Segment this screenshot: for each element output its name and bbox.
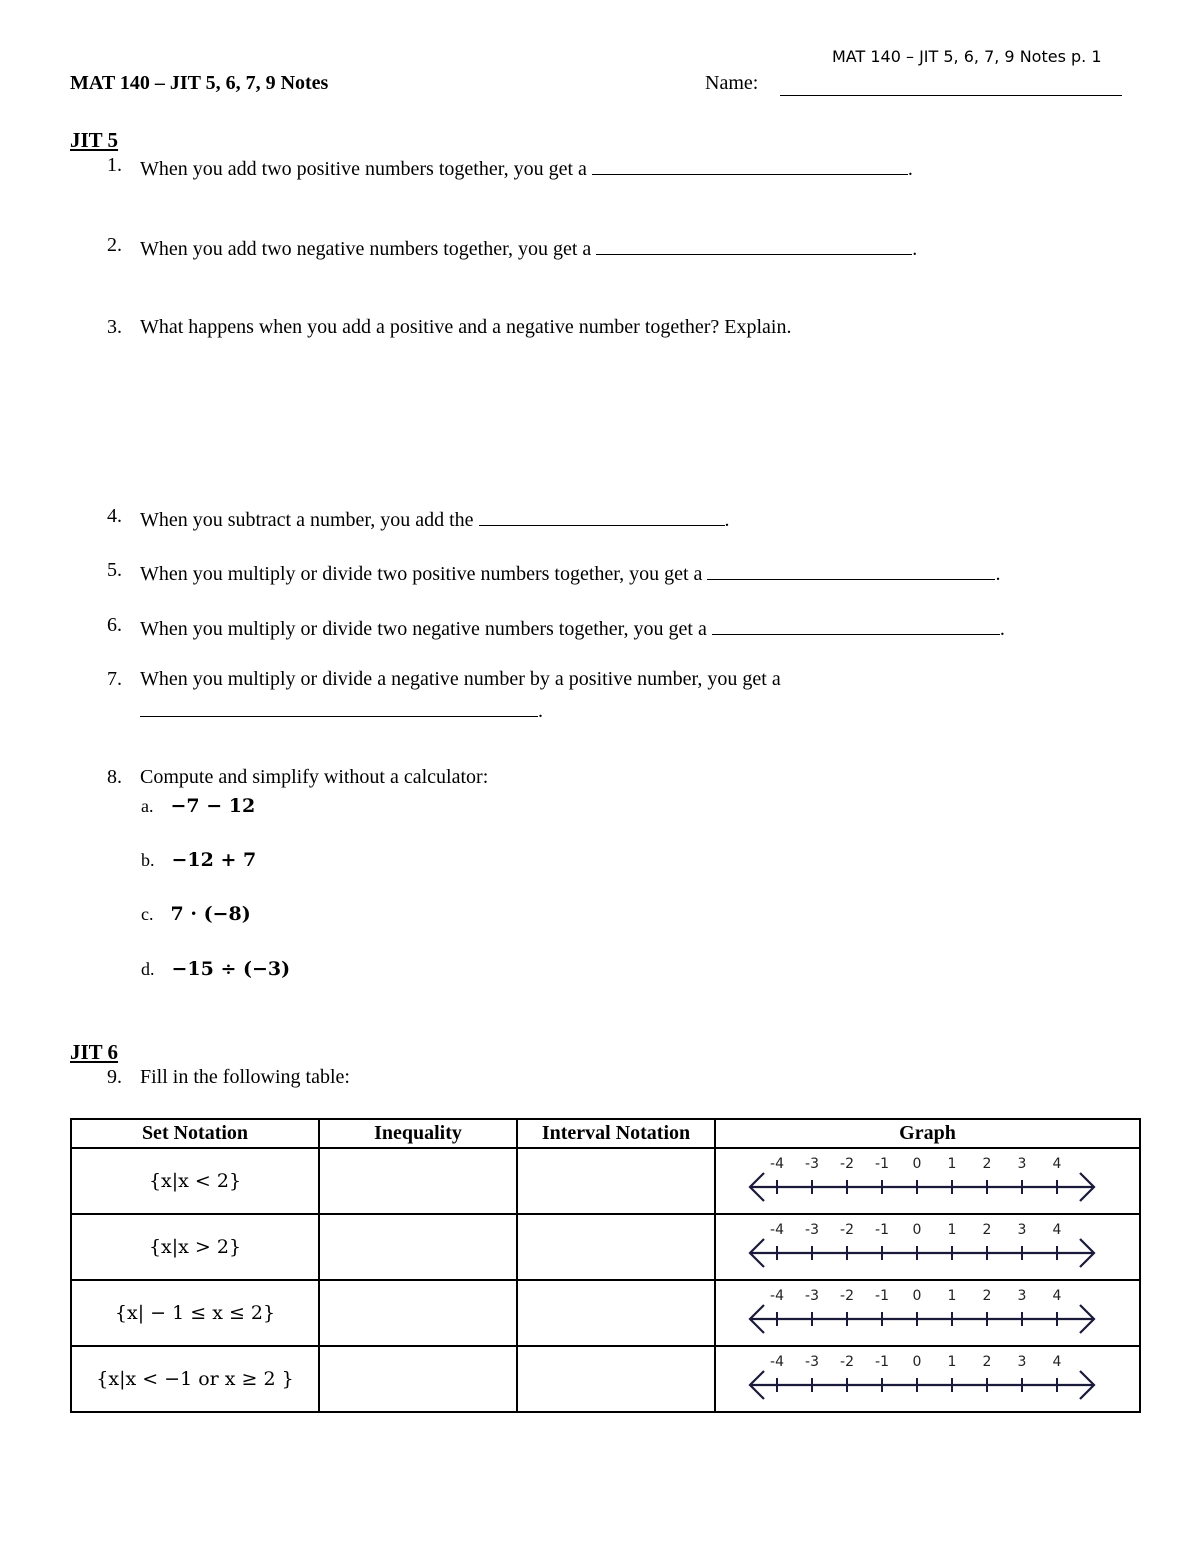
set-notation-cell: {x|x > 2} <box>71 1214 319 1280</box>
punctuation: . <box>907 158 913 180</box>
question-9 <box>0 1066 1200 1094</box>
punctuation: . <box>995 563 1001 585</box>
part-label: d. <box>141 959 155 979</box>
question-number: 6. <box>107 614 122 636</box>
tick-label: -3 <box>805 1156 819 1172</box>
tick-label: 3 <box>1017 1354 1027 1370</box>
question-7 <box>0 668 1200 728</box>
part-label: b. <box>141 850 155 870</box>
section-heading-jit6: JIT 6 <box>70 1040 119 1064</box>
tick-label: 2 <box>982 1156 992 1172</box>
section-heading-jit5: JIT 5 <box>70 128 119 152</box>
question-4 <box>0 505 1200 533</box>
question-6 <box>0 614 1200 642</box>
tick-label: -4 <box>770 1222 784 1238</box>
question-5 <box>0 559 1200 587</box>
tick-label: -3 <box>805 1222 819 1238</box>
tick-label: 4 <box>1052 1288 1062 1304</box>
number-line-svg <box>742 1349 1102 1409</box>
question-text: When you multiply or divide two positive numbers together, you get a <box>140 563 703 585</box>
part-label: a. <box>141 796 154 816</box>
table-row <box>71 1148 1140 1214</box>
question-text: When you add two positive numbers together, you get a <box>140 158 587 180</box>
question-text: Fill in the following table: <box>140 1066 350 1088</box>
question-text: Compute and simplify without a calculator: <box>140 766 489 788</box>
part-c <box>141 903 251 926</box>
tick-label: 3 <box>1017 1222 1027 1238</box>
tick-label: -2 <box>840 1288 854 1304</box>
graph-cell[interactable] <box>715 1148 1140 1214</box>
question-text: When you multiply or divide two negative numbers together, you get a <box>140 618 707 640</box>
punctuation: . <box>912 238 918 260</box>
punctuation: . <box>999 618 1005 640</box>
question-number: 7. <box>107 668 122 690</box>
question-text: When you subtract a number, you add the <box>140 509 474 531</box>
tick-label: -3 <box>805 1288 819 1304</box>
tick-label: 3 <box>1017 1288 1027 1304</box>
answer-blank[interactable] <box>592 154 908 175</box>
tick-label: 0 <box>912 1222 922 1238</box>
graph-cell[interactable] <box>715 1280 1140 1346</box>
number-line[interactable] <box>742 1151 1102 1216</box>
interval-notation-cell[interactable] <box>517 1346 715 1412</box>
expression: 7 · (−8) <box>170 903 251 925</box>
question-text: When you add two negative numbers together, you get a <box>140 238 592 260</box>
part-label: c. <box>141 904 154 924</box>
set-notation-cell: {x|x < 2} <box>71 1148 319 1214</box>
question-number: 1. <box>107 154 122 176</box>
tick-label: -1 <box>875 1156 889 1172</box>
question-3 <box>0 316 1200 344</box>
tick-label: 1 <box>947 1156 957 1172</box>
question-number: 4. <box>107 505 122 527</box>
table-row <box>71 1280 1140 1346</box>
interval-notation-cell[interactable] <box>517 1214 715 1280</box>
inequality-cell[interactable] <box>319 1214 517 1280</box>
interval-notation-cell[interactable] <box>517 1148 715 1214</box>
part-d <box>141 958 290 981</box>
punctuation: . <box>538 700 543 722</box>
expression: −12 + 7 <box>171 849 257 871</box>
question-number: 8. <box>107 766 122 788</box>
question-text: What happens when you add a positive and a negative number together? Explain. <box>140 316 792 338</box>
tick-label: -2 <box>840 1156 854 1172</box>
question-2 <box>0 234 1200 262</box>
set-notation-cell: {x|x < −1 or x ≥ 2 } <box>71 1346 319 1412</box>
question-number: 5. <box>107 559 122 581</box>
notation-table <box>70 1118 1141 1413</box>
table-header-row <box>71 1119 1140 1148</box>
tick-label: -2 <box>840 1222 854 1238</box>
tick-label: -4 <box>770 1156 784 1172</box>
tick-label: -1 <box>875 1354 889 1370</box>
interval-notation-cell[interactable] <box>517 1280 715 1346</box>
number-line-svg <box>742 1151 1102 1211</box>
tick-label: 2 <box>982 1354 992 1370</box>
tick-label: 2 <box>982 1222 992 1238</box>
column-header: Inequality <box>319 1119 517 1148</box>
number-line[interactable] <box>742 1283 1102 1348</box>
expression: −15 ÷ (−3) <box>171 958 291 980</box>
column-header: Graph <box>715 1119 1140 1148</box>
inequality-cell[interactable] <box>319 1148 517 1214</box>
number-line[interactable] <box>742 1217 1102 1282</box>
table-row <box>71 1214 1140 1280</box>
tick-label: 2 <box>982 1288 992 1304</box>
tick-label: -4 <box>770 1288 784 1304</box>
tick-label: 4 <box>1052 1156 1062 1172</box>
tick-label: -1 <box>875 1222 889 1238</box>
tick-label: 3 <box>1017 1156 1027 1172</box>
question-1 <box>0 154 1200 182</box>
page-label: MAT 140 – JIT 5, 6, 7, 9 Notes p. 1 <box>832 47 1102 66</box>
tick-label: -2 <box>840 1354 854 1370</box>
answer-blank[interactable] <box>596 234 912 255</box>
expression: −7 − 12 <box>170 795 256 817</box>
tick-label: 1 <box>947 1222 957 1238</box>
number-line-svg <box>742 1217 1102 1277</box>
inequality-cell[interactable] <box>319 1280 517 1346</box>
name-blank[interactable] <box>780 75 1122 101</box>
tick-label: 4 <box>1052 1354 1062 1370</box>
set-notation-cell: {x| − 1 ≤ x ≤ 2} <box>71 1280 319 1346</box>
tick-label: 1 <box>947 1288 957 1304</box>
table-row <box>71 1346 1140 1412</box>
question-number: 9. <box>107 1066 122 1088</box>
answer-blank[interactable] <box>479 505 725 526</box>
question-8 <box>0 766 1200 794</box>
punctuation: . <box>724 509 730 531</box>
tick-label: -3 <box>805 1354 819 1370</box>
question-number: 3. <box>107 316 122 338</box>
tick-label: -1 <box>875 1288 889 1304</box>
tick-label: 0 <box>912 1156 922 1172</box>
part-b <box>141 849 256 872</box>
question-number: 2. <box>107 234 122 256</box>
column-header: Interval Notation <box>517 1119 715 1148</box>
answer-blank[interactable] <box>140 696 538 717</box>
question-text: When you multiply or divide a negative number by a positive number, you get a <box>140 668 781 690</box>
number-line-svg <box>742 1283 1102 1343</box>
inequality-cell[interactable] <box>319 1346 517 1412</box>
tick-label: 0 <box>912 1288 922 1304</box>
graph-cell[interactable] <box>715 1214 1140 1280</box>
tick-label: 1 <box>947 1354 957 1370</box>
tick-label: 4 <box>1052 1222 1062 1238</box>
answer-blank[interactable] <box>707 559 995 580</box>
graph-cell[interactable] <box>715 1346 1140 1412</box>
name-label: Name: <box>705 72 759 94</box>
tick-label: -4 <box>770 1354 784 1370</box>
part-a <box>141 795 255 818</box>
answer-blank[interactable] <box>712 614 1000 635</box>
column-header: Set Notation <box>71 1119 319 1148</box>
document-title: MAT 140 – JIT 5, 6, 7, 9 Notes <box>70 72 329 94</box>
tick-label: 0 <box>912 1354 922 1370</box>
number-line[interactable] <box>742 1349 1102 1414</box>
